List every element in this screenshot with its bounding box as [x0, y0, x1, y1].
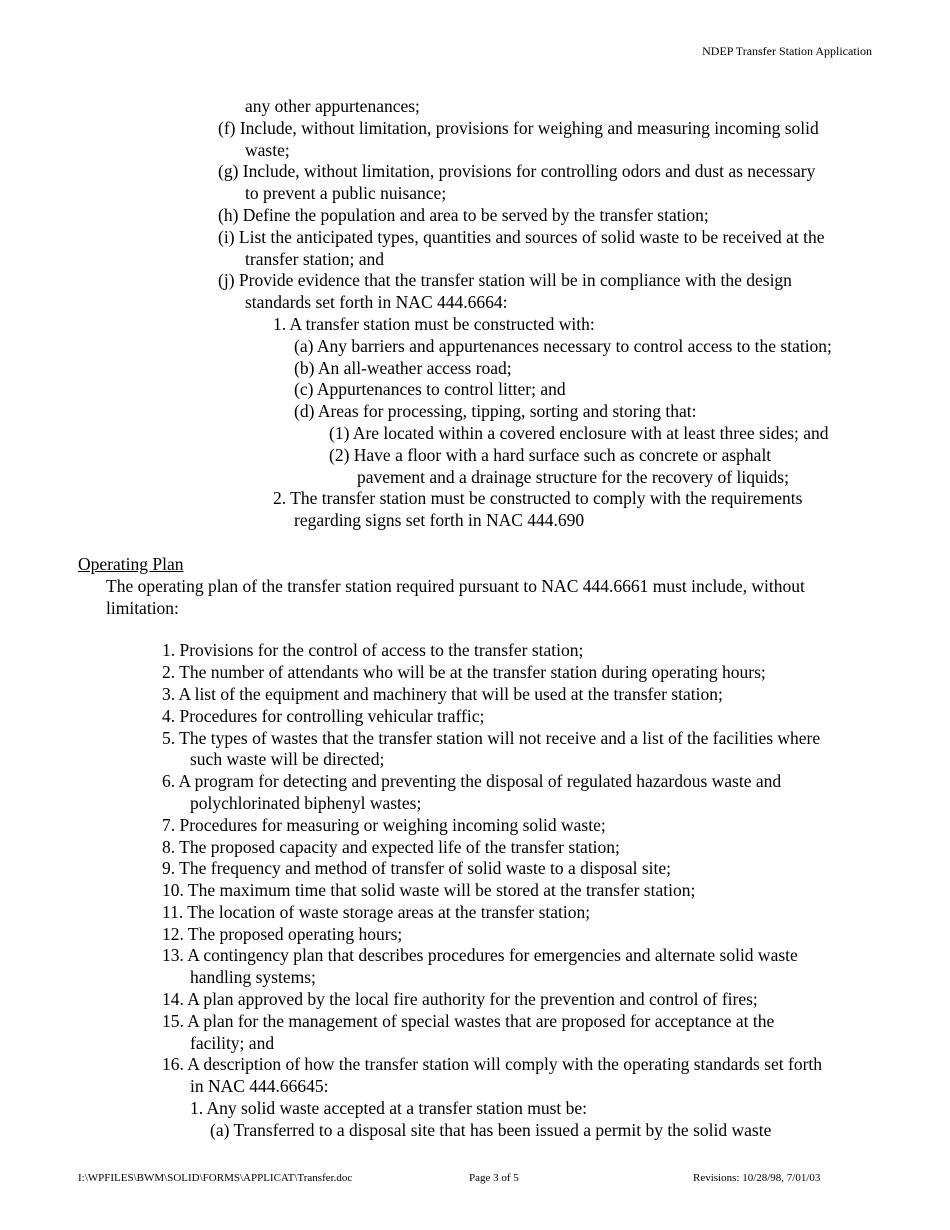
intro-line: limitation: — [106, 597, 179, 618]
list-item: 11. The location of waste storage areas at the transfer station; — [162, 901, 591, 922]
paragraph-line: 2. The transfer station must be constructed to comply with the requirements — [273, 488, 803, 509]
footer-revisions: Revisions: 10/28/98, 7/01/03 — [693, 1172, 821, 1184]
list-item: 9. The frequency and method of transfer of solid waste to a disposal site; — [162, 858, 671, 879]
paragraph-line: (a) Any barriers and appurtenances necessary to control access to the station; — [294, 335, 832, 356]
intro-line: The operating plan of the transfer station required pursuant to NAC 444.6661 must include, without — [106, 575, 805, 596]
paragraph-line: any other appurtenances; — [245, 96, 420, 116]
design-standards-section — [0, 96, 950, 532]
paragraph-line: transfer station; and — [245, 248, 384, 269]
document-body — [0, 96, 950, 1142]
footer-page-number: Page 3 of 5 — [469, 1172, 519, 1184]
list-item-continuation: such waste will be directed; — [190, 749, 385, 770]
paragraph-line: (b) An all-weather access road; — [294, 357, 512, 378]
list-item-continuation: facility; and — [190, 1032, 275, 1053]
paragraph-line: to prevent a public nuisance; — [245, 183, 447, 204]
list-item: 8. The proposed capacity and expected life of the transfer station; — [162, 836, 620, 857]
page-header: NDEP Transfer Station Application — [702, 44, 872, 58]
paragraph-line: (1) Are located within a covered enclosure with at least three sides; and — [329, 422, 829, 443]
list-item: 15. A plan for the management of special wastes that are proposed for acceptance at the — [162, 1010, 775, 1031]
spacer — [0, 619, 950, 640]
paragraph-line: (j) Provide evidence that the transfer station will be in compliance with the design — [218, 270, 792, 291]
list-item: 1. Provisions for the control of access to the transfer station; — [162, 640, 584, 661]
list-item-continuation: polychlorinated biphenyl wastes; — [190, 792, 422, 813]
paragraph-line: (2) Have a floor with a hard surface such as concrete or asphalt — [329, 444, 772, 465]
spacer — [0, 532, 950, 554]
paragraph-line: (h) Define the population and area to be served by the transfer station; — [218, 204, 709, 225]
list-item: 5. The types of wastes that the transfer station will not receive and a list of the facilities where — [162, 727, 821, 748]
paragraph-line: pavement and a drainage structure for the recovery of liquids; — [357, 466, 789, 487]
list-item: 12. The proposed operating hours; — [162, 923, 403, 944]
sub-list-item: 1. Any solid waste accepted at a transfer station must be: — [190, 1098, 588, 1119]
section-title: Operating Plan — [78, 553, 184, 574]
list-item: 4. Procedures for controlling vehicular traffic; — [162, 705, 485, 726]
paragraph-line: (c) Appurtenances to control litter; and — [294, 379, 566, 400]
list-item: 3. A list of the equipment and machinery that will be used at the transfer station; — [162, 683, 723, 704]
list-item: 2. The number of attendants who will be at the transfer station during operating hours; — [162, 662, 766, 683]
list-item: 13. A contingency plan that describes procedures for emergencies and alternate solid waste — [162, 945, 798, 966]
paragraph-line: (i) List the anticipated types, quantities and sources of solid waste to be received at the — [218, 226, 825, 247]
paragraph-line: 1. A transfer station must be constructed with: — [273, 313, 595, 334]
paragraph-line: (g) Include, without limitation, provisions for controlling odors and dust as necessary — [218, 161, 816, 182]
list-item: 7. Procedures for measuring or weighing incoming solid waste; — [162, 814, 606, 835]
operating-plan-section — [0, 554, 950, 1142]
paragraph-line: regarding signs set forth in NAC 444.690 — [294, 510, 585, 531]
list-item-continuation: handling systems; — [190, 967, 316, 988]
list-item: 14. A plan approved by the local fire authority for the prevention and control of fires; — [162, 989, 758, 1010]
paragraph-line: (f) Include, without limitation, provisions for weighing and measuring incoming solid — [218, 117, 819, 138]
list-item-continuation: in NAC 444.66645: — [190, 1076, 329, 1097]
footer-file-path: I:\WPFILES\BWM\SOLID\FORMS\APPLICAT\Transfer.doc — [78, 1172, 353, 1184]
list-item: 6. A program for detecting and preventing the disposal of regulated hazardous waste and — [162, 771, 782, 792]
paragraph-line: standards set forth in NAC 444.6664: — [245, 292, 508, 313]
list-item: 16. A description of how the transfer station will comply with the operating standards set forth — [162, 1054, 823, 1075]
paragraph-line: (d) Areas for processing, tipping, sorting and storing that: — [294, 401, 697, 422]
list-item: 10. The maximum time that solid waste will be stored at the transfer station; — [162, 880, 696, 901]
paragraph-line: waste; — [245, 139, 290, 160]
sub-list-item: (a) Transferred to a disposal site that has been issued a permit by the solid waste — [210, 1119, 772, 1140]
